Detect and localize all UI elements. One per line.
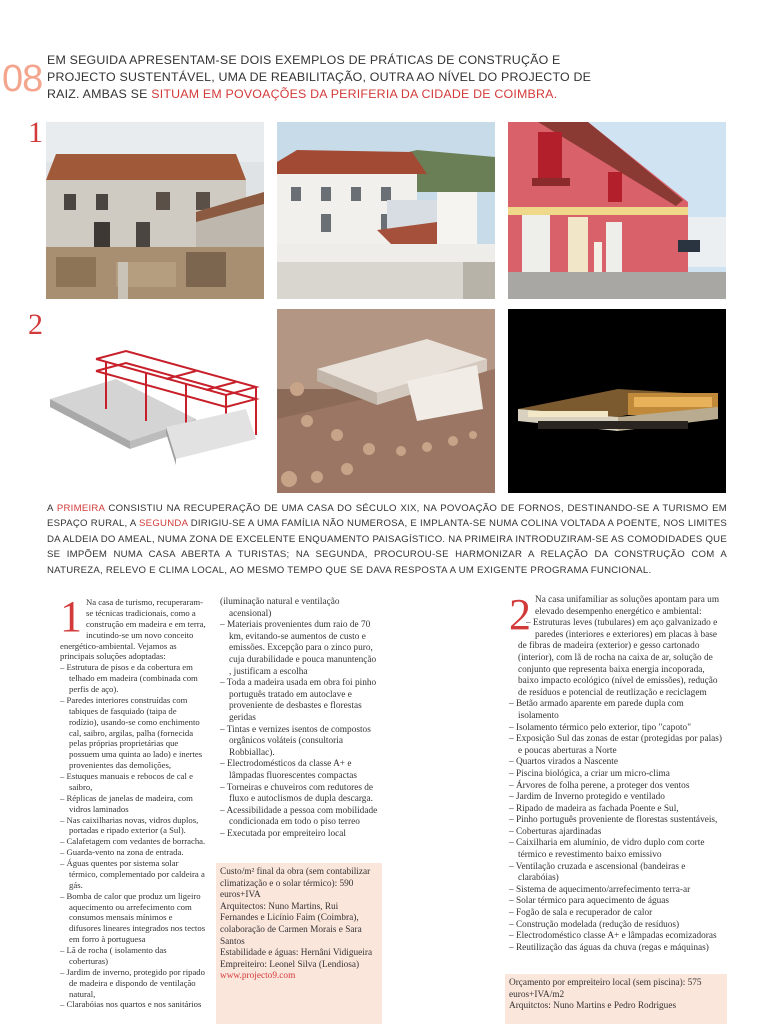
project-2-architects: Arquitctos: Nuno Martins e Pedro Rodrigues	[509, 1001, 677, 1012]
list-item: – Ventilação cruzada e ascensional (bandeiras e clarabóias)	[509, 861, 686, 884]
list-item: – Jardim de Inverno protegido e ventilado	[509, 792, 665, 803]
column-example-1-continued	[220, 597, 378, 840]
list-item: – Bomba de calor que produz um ligeiro aquecimento ou arrefecimento com consumos mensais mínimos e difusores lineares integrados nos tectos em forro à portuguesa	[60, 890, 206, 945]
project-1-contractor: Empreiteiro: Leonel Silva (Lendiosa)	[220, 959, 360, 970]
list-item: – Guarda-vento na zona de entrada.	[60, 847, 184, 858]
render-night-view	[508, 309, 726, 493]
list-item: – Sistema de aquecimento/arrefecimento terra-ar	[509, 884, 691, 895]
list-item: – Toda a madeira usada em obra foi pinho português tratado em autoclave e proveniente de desbastes e florestas geridas	[220, 678, 377, 723]
project-2-cost: Orçamento por empreiteiro local (sem piscina): 575 euros+IVA/m2	[509, 978, 702, 1000]
column3-lead: Na casa unifamiliar as soluções apontam para um elevado desempenho energético e ambiental:	[535, 595, 720, 617]
list-item: – Fogão de sala e recuperador de calor	[509, 908, 653, 919]
summary-part-1: A	[47, 503, 54, 514]
list-item: – Acessibilidade a pessoa com mobilidade condicionada em todo o piso terreo	[220, 805, 378, 828]
project-1-structure: Estabilidade e águas: Hernâni Vidigueira	[220, 948, 373, 959]
dropcap-2: 2	[509, 590, 531, 639]
column2-list	[220, 597, 378, 840]
photo-restored-house	[277, 122, 495, 299]
list-item: – Solar térmico para aquecimento de águas	[509, 896, 670, 907]
list-item: – Coberturas ajardinadas	[509, 826, 602, 837]
summary-part-2: CONSISTIU NA RECUPERAÇÃO DE UMA CASA DO SÉCULO XIX, NA POVOAÇÃO DE FORNOS, DESTINANDO-SE A TURISMO EM ESPAÇO RURAL, A	[47, 503, 728, 530]
section-number: 08	[2, 58, 43, 100]
list-item: – Paredes interiores construídas com tabiques de fasquiado (taipa de rodízio), usando-se como enchimento cal, saibro, argilas, palha (fornecida pelas próprias proprietárias que possuem uma quinta ao lado) e inertes provenientes das demolições,	[60, 694, 203, 771]
list-item: (iluminação natural e ventilação acensional)	[220, 597, 340, 619]
list-item: – Caixilharia em alumínio, de vidro duplo com corte térmico e revestimento baixo emissivo	[509, 838, 705, 861]
list-item: – Piscina biológica, a criar um micro-clima	[509, 768, 670, 779]
list-item: – Nas caixilharias novas, vidros duplos, portadas e ripado exterior (a Sul).	[60, 814, 199, 836]
list-item: – Executada por empreiteiro local	[220, 828, 346, 839]
column-example-2	[509, 590, 726, 954]
project-1-architects: Arquitectos: Nuno Martins, Rui Fernandes e Licínio Faim (Coimbra), colaboração de Carmen Morais e Sara Santos	[220, 901, 362, 947]
render-steel-structure	[46, 309, 264, 486]
list-item: – Réplicas de janelas de madeira, com vidros laminados	[60, 792, 193, 814]
photo-ruin-before	[46, 122, 264, 299]
list-item: – Electrodoméstico classe A+ e lâmpadas ecomizadoras	[509, 931, 717, 942]
summary-part-3: DIRIGIU-SE A UMA FAMÍLIA NÃO NUMEROSA, E IMPLANTA-SE NUMA COLINA VOLTADA A POENTE, NOS LIMITES DA ALDEIA DO AMEAL, NUMA ZONA DE EXCELENTE ENQUAMENTO PAISAGÍSTICO. NA PRIMEIRA INTRODUZIRAM-SE AS COMODIDADES QUE SE IMPÕEM NUMA CASA ABERTA A TURISTAS; NA SEGUNDA, PROCUROU-SE HARMONIZAR A RELAÇÃO DA CONSTRUÇÃO COM A NATUREZA, RELEVO E CLIMA LOCAL, AO MESMO TEMPO QUE SE DAVA RESPOSTA A UM EXIGENTE PROGRAMA FUNCIONAL.	[47, 518, 728, 576]
list-item: – Estruturas leves (tubulares) em aço galvanizado e paredes (interiores e exteriores) em placas à base de fibras de madeira (exterior) e gesso cartonado (interior), com lã de rocha na caixa de ar, solução de conjunto que representa baixa energia incoporada, baixo impacto ecológico (nível de emissões), redução de resíduos e potencial de reutlização e reciclagem	[518, 618, 718, 698]
list-item: – Betão armado aparente em parede dupla com isolamento	[509, 699, 684, 721]
list-item: – Quartos virados a Nascente	[509, 757, 618, 768]
list-item: – Estrutura de pisos e da cobertura em telhado em madeira (combinada com perfis de aço).	[60, 662, 198, 694]
list-item: – Tintas e vernizes isentos de compostos orgânicos voláteis (consultoria Robbiallac).	[220, 724, 371, 758]
project-1-website-link[interactable]: www.projecto9.com	[220, 971, 296, 982]
list-item: – Pinho português proveniente de florestas sustentáveis,	[509, 815, 718, 826]
intro-text	[47, 52, 627, 103]
project-2-credits	[505, 974, 727, 1024]
photo-scale-model	[277, 309, 495, 493]
list-item: – Estuques manuais e rebocos de cal e saibro,	[60, 771, 193, 792]
list-item: – Materiais provenientes dum raio de 70 km, evitando-se aumentos de custo e emissões. Excepção para o zinco puro, cuja durabilidade e pouca manuntenção , justificam a escolha	[220, 620, 377, 677]
list-item: – Exposição Sul das zonas de estar (protegidas por palas) e poucas aberturas a Norte	[509, 734, 722, 756]
list-item: – Calafetagem com vedantes de borracha.	[60, 836, 206, 847]
list-item: – Reutilização das águas da chuva (regas e máquinas)	[509, 942, 709, 953]
column1-list	[60, 662, 206, 1010]
summary-paragraph	[47, 501, 727, 578]
list-item: – Torneiras e chuveiros com redutores de fluxo e autoclismos de dupla descarga.	[220, 782, 374, 805]
list-item: – Construção modelada (redução de resíduos)	[509, 919, 680, 930]
summary-highlight-2: SEGUNDA	[139, 518, 188, 530]
column-example-1	[60, 592, 206, 1010]
project-1-credits	[216, 863, 382, 1024]
list-item: – Clarabóias nos quartos e nos sanitários	[60, 999, 202, 1010]
list-item: – Ripado de madeira as fachada Poente e Sul,	[509, 803, 679, 814]
column3-list	[509, 618, 726, 954]
list-item: – Lã de rocha ( isolamento das coberturas)	[60, 945, 167, 966]
list-item: – Electrodomésticos da classe A+ e lâmpadas fluorescentes compactas	[220, 759, 358, 781]
list-item: – Árvores de folha perene, a proteger dos ventos	[509, 780, 690, 791]
photo-pink-facade	[508, 122, 726, 299]
list-item: – Águas quentes por sistema solar térmico, complementado por caldeira a gás.	[60, 858, 205, 890]
column1-lead: Na casa de turismo, recuperaram-se técnicas tradicionais, como a construção em madeira e em terra, incutindo-se um novo conceito energético-ambiental. Vejamos as principais soluções adoptadas:	[60, 597, 206, 662]
list-item: – Isolamento térmico pelo exterior, tipo "capoto"	[509, 722, 691, 733]
list-item: – Jardim de inverno, protegido por ripado de madeira e dispondo de ventilação natural,	[60, 966, 205, 999]
project-1-cost: Custo/m² final da obra (sem contabilizar climatização e o solar térmico): 590 euros+IVA	[220, 867, 371, 901]
summary-highlight-1: PRIMEIRA	[56, 503, 105, 514]
intro-highlight: SITUAM EM POVOAÇÕES DA PERIFERIA DA CIDADE DE COIMBRA.	[151, 87, 558, 101]
intro-main: EM SEGUIDA APRESENTAM-SE DOIS EXEMPLOS DE PRÁTICAS DE CONSTRUÇÃO E PROJECTO SUSTENTÁVEL, UMA DE REABILITAÇÃO, OUTRA AO NÍVEL DO PROJECTO DE RAIZ. AMBAS SE	[47, 53, 592, 101]
example-number-2: 2	[28, 308, 43, 341]
dropcap-1: 1	[60, 592, 82, 641]
example-number-1: 1	[28, 116, 43, 149]
